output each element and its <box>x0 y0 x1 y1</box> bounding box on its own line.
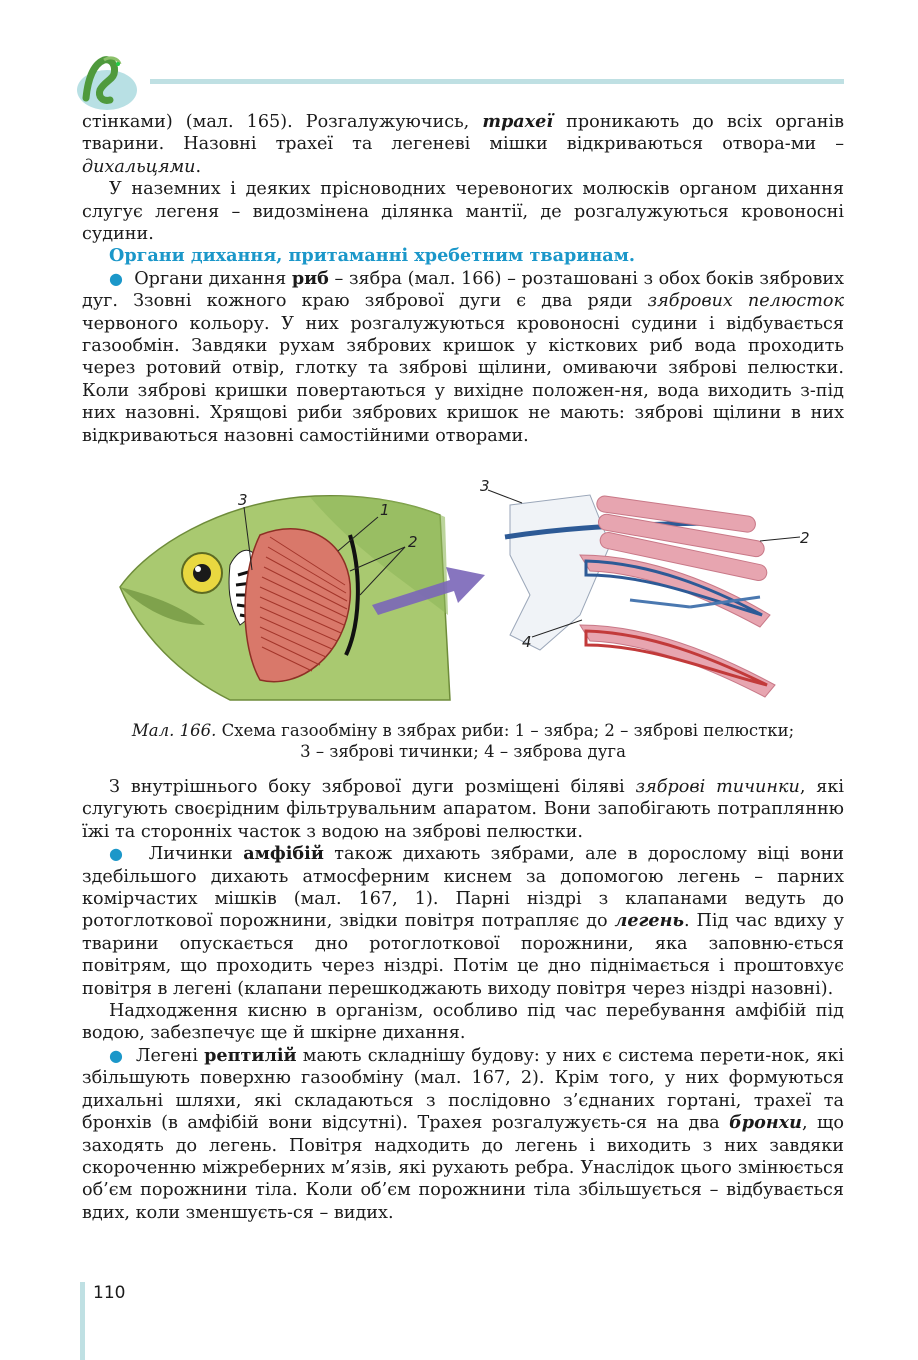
paragraph-gill-rakers: З внутрішнього боку зябрової дуги розміщені біляві зяброві тичинки, які слугують своєрідним фільтрувальним апаратом. Вони запобігають потраплянню їжі та сторонніх часток з водою на зяброві пелюстки. <box>82 777 845 842</box>
label-1: 1 <box>380 501 390 519</box>
gill-figure <box>110 475 810 710</box>
label-4: 4 <box>522 633 532 651</box>
page-side-bar <box>80 1282 85 1360</box>
section-heading: Органи дихання, притаманні хребетним тваринам. <box>109 245 636 267</box>
page-number: 110 <box>93 1283 126 1303</box>
label-2-right: 2 <box>800 529 810 547</box>
gill-detail-illustration <box>505 495 775 697</box>
paragraph-reptiles: ● Легені рептилій мають складнішу будову: у них є система перети-нок, які збільшують поверхню газообміну (мал. 167, 2). Крім того, у них формуються дихальні шляхи, які складаються з послідовно з’єднаних гортані, трахеї та бронхів (в амфібій вони відсутні). Трахея розгалужуєть-ся на два бронхи, що заходять до легень. Повітря надходить до легень і виходить з них завдяки скороченню міжреберних м’язів, які рухають ребра. Унаслідок цього змінюється об’єм порожнини тіла. Коли об’єм порожнини тіла збільшується – відбувається вдих, коли зменшуєть-ся – видих. <box>82 1044 845 1223</box>
label-2-left: 2 <box>408 533 418 551</box>
paragraph-tracheae: стінками) (мал. 165). Розгалужуючись, трахеї проникають до всіх органів тварини. Назовні трахеї та легеневі мішки відкриваються отвора-ми – дихальцями. У наземних і деяких прісноводних черевоногих молюсків органом дихання слугує легеня – видозмінена ділянка мантії, де розгалужуються кровоносні судини. Органи дихання, притаманні хребетним тваринам. ● Органи дихання риб – зябра (мал. 166) – розташовані з обох боків зябрових дуг. Ззовні кожного краю зябрової дуги є два ряди зябрових пелюсток червоного кольору. У них розгалужуються кровоносні судини і відбувається газообмін. Завдяки рухам зябрових кришок у кісткових риб вода проходить через ротовий отвір, глотку та зяброві щілини, омиваючи зяброві пелюстки. Коли зяброві кришки повертаються у вихідне положен-ня, вода виходить з-під них назовні. Хрящові риби зябрових кришок не мають: зяброві щілини в них відкриваються назовні самостійними отворами. <box>82 111 845 446</box>
label-3-left: 3 <box>238 491 248 509</box>
paragraph-molluscs: У наземних і деяких прісноводних черевоногих молюсків органом дихання слугує легеня – видозмінена ділянка мантії, де розгалужуються кровоносні судини. <box>82 179 844 245</box>
lower-text <box>82 776 844 1224</box>
bullet-icon: ● <box>109 1045 124 1065</box>
paragraph-skin-breathing: Надходження кисню в організм, особливо під час перебування амфібій під водою, забезпечує ще й шкірне дихання. <box>82 1001 844 1044</box>
bullet-icon: ● <box>109 268 123 288</box>
chapter-logo <box>74 50 144 112</box>
paragraph-fish: ● Органи дихання риб – зябра (мал. 166) – розташовані з обох боків зябрових дуг. Ззовні кожного краю зябрової дуги є два ряди зябрових пелюсток червоного кольору. У них розгалужуються кровоносні судини і відбувається газообмін. Завдяки рухам зябрових кришок у кісткових риб вода проходить через ротовий отвір, глотку та зяброві щілини, омиваючи зяброві пелюстки. Коли зяброві кришки повертаються у вихідне положен-ня, вода виходить з-під них назовні. Хрящові риби зябрових кришок не мають: зяброві щілини в них відкриваються назовні самостійними отворами. <box>82 267 845 446</box>
header-bar <box>150 79 844 84</box>
figure-caption: Мал. 166. Схема газообміну в зябрах риби: 1 – зябра; 2 – зяброві пелюстки; 3 – зяброві тичинки; 4 – зяброва дуга <box>131 721 795 761</box>
paragraph-amphibians: ● Личинки амфібій також дихають зябрами, але в дорослому віці вони здебільшого дихають атмосферним киснем за допомогою легень – парних комірчастих мішків (мал. 167, 1). Парні ніздрі з клапанами ведуть до ротоглоткової порожнини, звідки повітря потрапляє до легень. Під час вдиху у тварини опускається дно ротоглоткової порожнини, яка заповню-ється повітрям, що проходить через ніздрі. Потім це дно піднімається і проштовхує повітря в легені (клапани перешкоджають виходу повітря через ніздрі назовні). <box>82 843 845 999</box>
label-3-right: 3 <box>480 477 490 495</box>
bullet-icon: ● <box>109 844 128 864</box>
